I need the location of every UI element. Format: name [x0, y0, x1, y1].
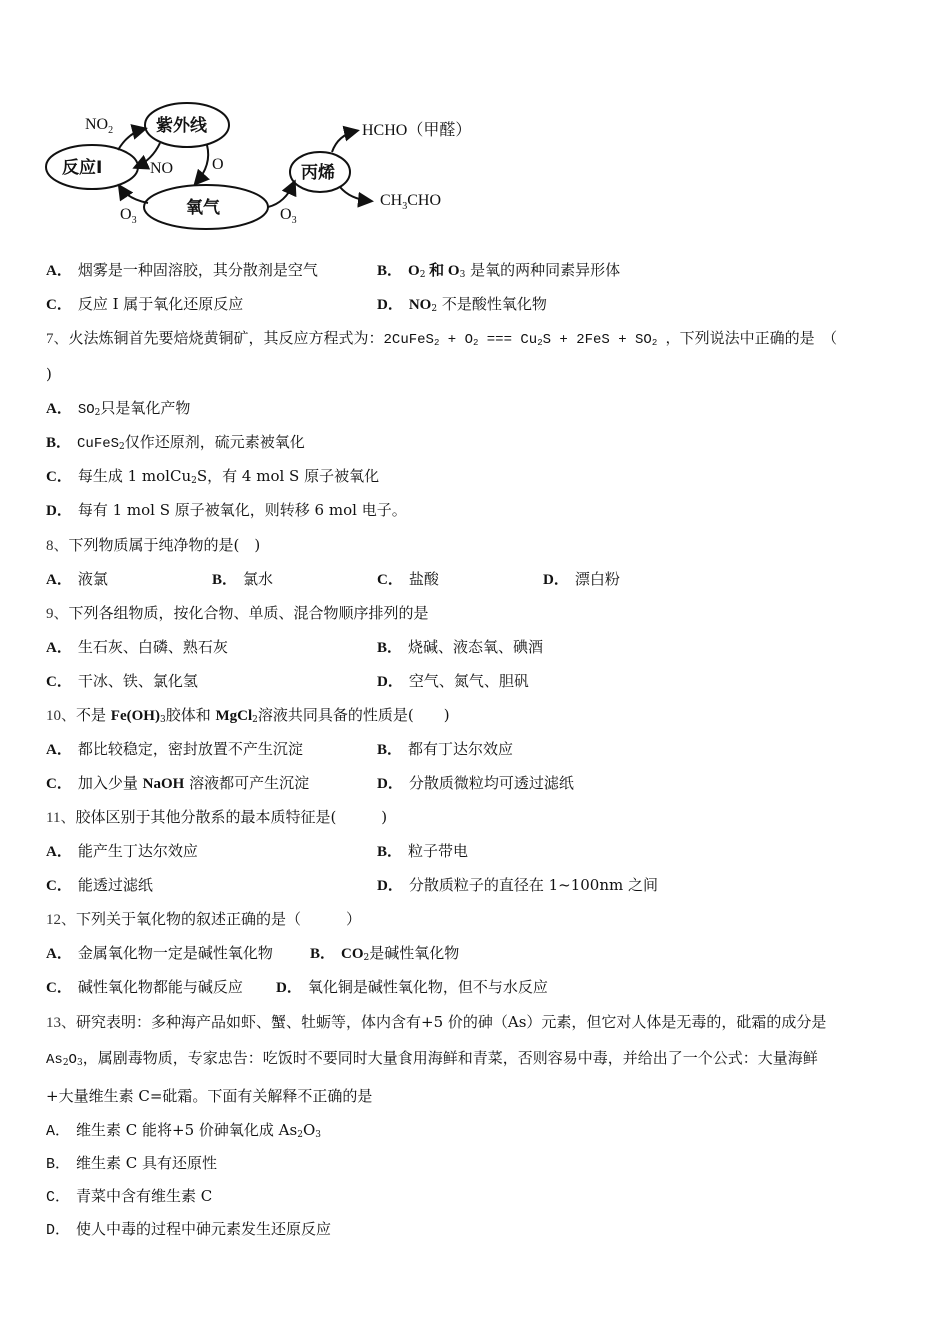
q11-option-a: A． 能产生丁达尔效应	[46, 842, 198, 860]
edge-o3-right-label: O	[280, 206, 292, 223]
node-oxygen-label: 氧气	[186, 198, 220, 218]
q12-option-b: B． $CO_2$是碱性氧化物	[310, 944, 460, 963]
q6-option-c: C． 反应 I 属于氧化还原反应	[46, 295, 244, 313]
q11-option-b: B． 粒子带电	[377, 842, 469, 860]
q10-stem: 10、不是 $Fe(OH)_3$胶体和 MgCl$_2$溶液共同具备的性质是( )	[46, 706, 450, 725]
q9-stem: 9、下列各组物质，按化合物、单质、混合物顺序排列的是	[46, 604, 429, 622]
q7-option-a: A． $SO_2$只是氧化产物	[46, 399, 191, 418]
q7-option-d: D． 每有 1 mol S 原子被氧化，则转移 6 mol 电子。	[46, 501, 407, 519]
q9-option-d: D． 空气、氮气、胆矾	[377, 672, 529, 690]
node-reaction1-label: 反应I	[62, 158, 103, 178]
q12-stem: 12、下列关于氧化物的叙述正确的是（ ）	[46, 910, 362, 928]
q13-stem-line1: 13、研究表明：多种海产品如虾、蟹、牡蛎等，体内含有+5 价的砷（As）元素，但它对人体是无毒的，砒霜的成分是	[46, 1013, 827, 1031]
svg-text:O3: $O_3$	[120, 206, 137, 226]
q6-option-a: A． 烟雾是一种固溶胶，其分散剂是空气	[46, 261, 318, 279]
q13-option-c: C． 青菜中含有维生素 C	[46, 1187, 213, 1206]
q11-option-d: D． 分散质粒子的直径在 1~100nm 之间	[377, 876, 659, 894]
q12-option-d: D． 氧化铜是碱性氧化物，但不与水反应	[276, 978, 548, 996]
q7-option-b: B． CuFeS$_2$仅作还原剂，硫元素被氧化	[46, 433, 305, 452]
svg-text:CH3CHO: $CH_3CHO$	[380, 192, 442, 212]
q8-option-a: A． 液氯	[46, 570, 108, 588]
edge-no-label: NO	[150, 160, 174, 177]
q10-option-d: D． 分散质微粒均可透过滤纸	[377, 774, 574, 792]
q9-option-c: C． 干冰、铁、氯化氢	[46, 672, 198, 690]
svg-text:O3: $O_3$	[280, 206, 297, 226]
q7-stem-close: )	[46, 365, 52, 383]
q13-option-a: A． 维生素 C 能将+5 价砷氧化成 $As_2O_3$	[46, 1121, 321, 1140]
edge-no2-label: NO	[85, 116, 109, 133]
q11-stem: 11、胶体区别于其他分散系的最本质特征是( )	[46, 808, 388, 826]
q9-option-b: B． 烧碱、液态氧、碘酒	[377, 638, 544, 656]
edge-o-label: O	[212, 156, 224, 173]
q13-stem-line3: +大量维生素 C=砒霜。下面有关解释不正确的是	[46, 1087, 373, 1105]
q10-option-a: A． 都比较稳定，密封放置不产生沉淀	[46, 740, 303, 758]
product-hcho-label: HCHO（甲醛）	[362, 122, 472, 139]
q12-option-c: C． 碱性氧化物都能与碱反应	[46, 978, 243, 996]
photochemical-smog-diagram	[40, 95, 500, 235]
q7-option-c: C． 每生成 1 molCu$_2$S，有 4 mol S 原子被氧化	[46, 467, 380, 486]
q13-option-d: D． 使人中毒的过程中砷元素发生还原反应	[46, 1220, 332, 1239]
q6-option-b: B． $O_2$ 和 $O_3$ 是氧的两种同素异形体	[377, 261, 621, 280]
diagram-svg	[40, 95, 500, 235]
svg-text:NO2: $NO_2$	[85, 116, 114, 136]
q8-option-d: D． 漂白粉	[543, 570, 620, 588]
q7-equation: 2CuFeS$_2$ + $O_2$ === $Cu_2S + 2FeS + SO_2$ ，	[383, 332, 680, 348]
q11-option-c: C． 能透过滤纸	[46, 876, 153, 894]
edge-o3-left-label: O	[120, 206, 132, 223]
q10-option-c: C． 加入少量 NaOH 溶液都可产生沉淀	[46, 774, 310, 792]
q9-option-a: A． 生石灰、白磷、熟石灰	[46, 638, 228, 656]
q10-option-b: B． 都有丁达尔效应	[377, 740, 514, 758]
product-ch3cho-label: CH	[380, 192, 403, 209]
node-propene-label: 丙烯	[301, 163, 335, 183]
q8-option-c: C． 盐酸	[377, 570, 439, 588]
q6-option-d: D． $NO_2$ 不是酸性氧化物	[377, 295, 547, 314]
q7-stem: 7、火法炼铜首先要焙烧黄铜矿，其反应方程式为：2CuFeS$_2$ + $O_2$ === $Cu_2S + 2FeS + SO_2$ ，下列说法中正确的是 （	[46, 329, 838, 348]
q12-option-a: A． 金属氧化物一定是碱性氧化物	[46, 944, 273, 962]
q8-option-b: B． 氯水	[212, 570, 274, 588]
node-uv-label: 紫外线	[156, 116, 207, 136]
q13-stem-line2: $As_2O_3$，属剧毒物质，专家忠告：吃饭时不要同时大量食用海鲜和青菜，否则容易中毒，并给出了一个公式：大量海鲜	[46, 1049, 818, 1068]
q8-stem: 8、下列物质属于纯净物的是( )	[46, 536, 261, 554]
q13-option-b: B． 维生素 C 具有还原性	[46, 1154, 218, 1173]
